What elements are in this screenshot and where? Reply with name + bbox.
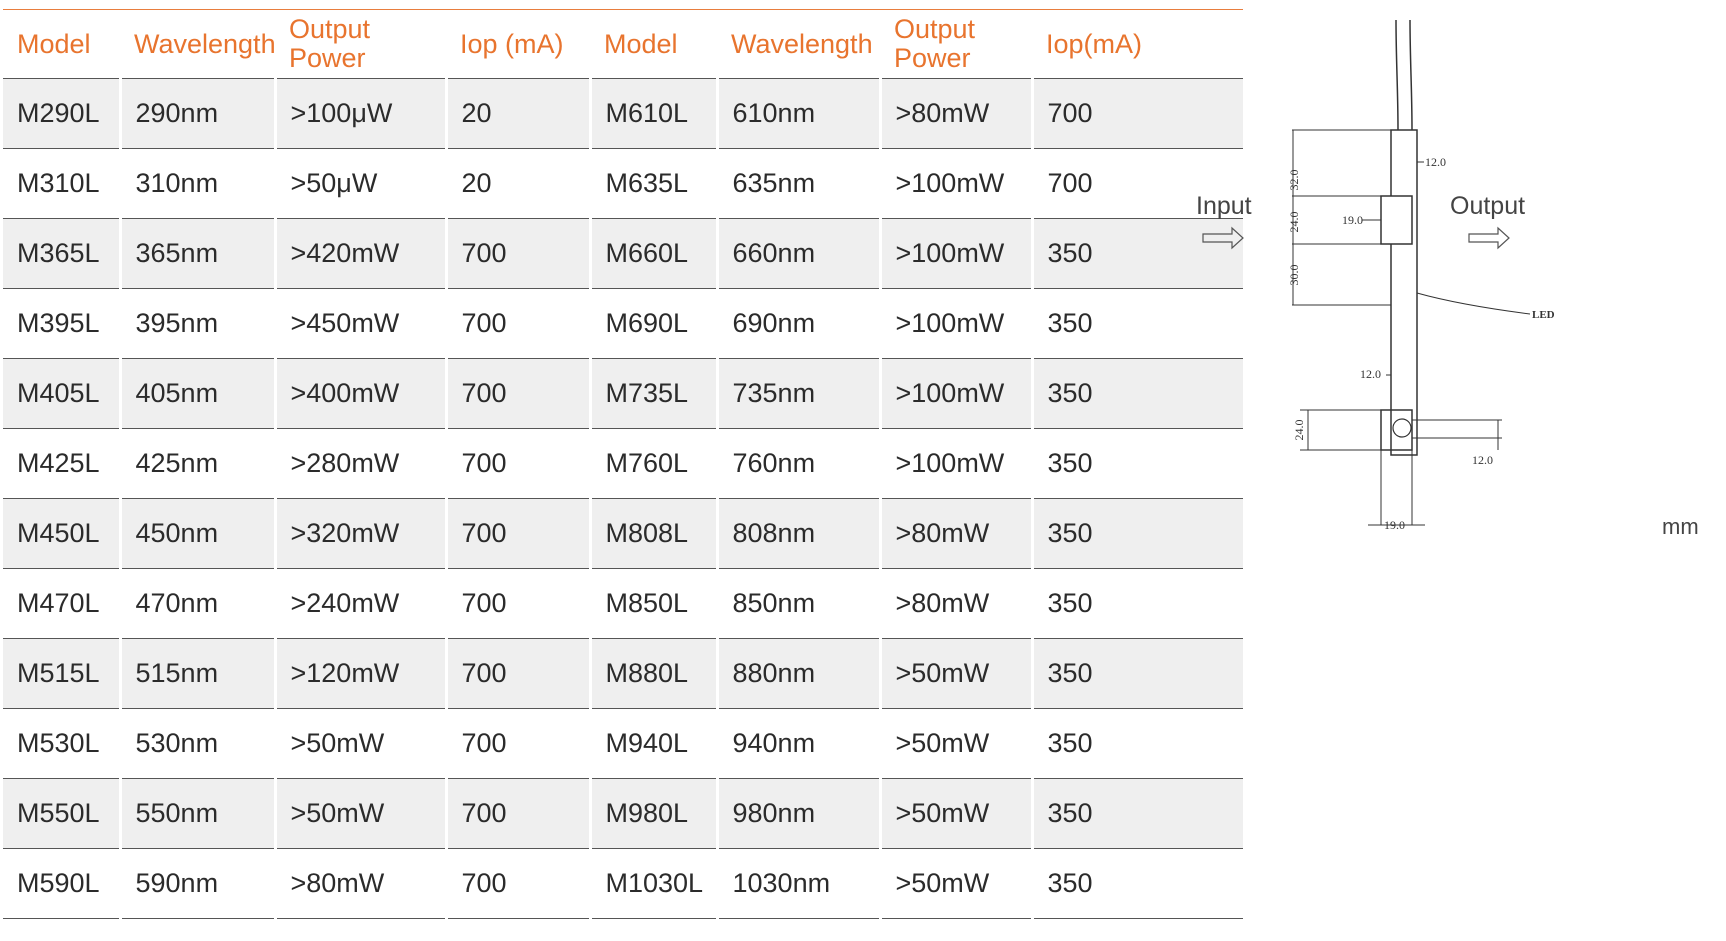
fiber-lead-line [1396,20,1398,130]
table-cell: 700 [1047,168,1093,198]
table-cell: M365L [3,219,120,289]
table-cell: M1030L [590,849,717,919]
center-block [1381,196,1412,244]
column-header: Wavelength [134,28,276,59]
led-label: LED [1532,309,1555,321]
column-header: Iop (mA) [460,28,564,59]
column-header: Wavelength [731,28,873,59]
table-row [3,149,1243,219]
table-cell: 350 [1032,779,1243,849]
table-cell: 530nm [120,709,275,779]
column-header: Iop(mA) [1046,28,1143,59]
table-cell: 310nm [120,149,275,219]
table-cell: M850L [590,569,717,639]
table-cell: >280mW [275,429,446,499]
table-cell: 700 [446,499,590,569]
table-cell: 1030nm [717,849,880,919]
dim-fiber-width-top: 12.0 [1425,155,1446,169]
table-cell: 700 [446,359,590,429]
table-cell: >50mW [275,779,446,849]
table-cell: 365nm [120,219,275,289]
dim-fiber-width-bottom: 12.0 [1360,367,1381,381]
table-cell: M515L [3,639,120,709]
table-cell: M310L [3,149,120,219]
table-cell: M530L [3,709,120,779]
table-cell: 395nm [120,289,275,359]
table-cell: 808nm [717,499,880,569]
table-cell: 700 [446,849,590,919]
table-cell: 350 [1047,448,1093,478]
end-view-block [1381,410,1412,450]
column-header: Model [17,28,91,59]
table-cell: M425L [3,429,120,499]
table-cell: >450mW [275,289,446,359]
column-header: Output Power [894,14,976,73]
table-cell: 660nm [717,219,880,289]
table-cell: 290nm [120,79,275,149]
table-row [3,849,1243,919]
table-cell: M550L [3,779,120,849]
input-label: Input [1196,192,1252,220]
table-cell: 610nm [717,79,880,149]
table-row [3,79,1243,149]
dim-bottom-section: 30.0 [1287,264,1301,286]
table-cell: 350 [1032,639,1243,709]
table-cell: 405nm [120,359,275,429]
table-row [3,219,1243,289]
output-label: Output [1450,192,1526,220]
table-cell: 515nm [120,639,275,709]
table-cell: 350 [1047,588,1093,618]
table-cell: 880nm [717,639,880,709]
column-header: Output Power [289,14,371,73]
table-body [3,79,1243,919]
table-cell: 850nm [717,569,880,639]
fiber-body [1391,130,1417,455]
table-cell: >50mW [880,849,1032,919]
table-cell: >80mW [880,79,1032,149]
column-header: Model [604,28,678,59]
table-cell: M760L [590,429,717,499]
table-cell: 700 [446,289,590,359]
dim-end-width: 19.0 [1384,518,1405,532]
table-cell: >100μW [275,79,446,149]
end-view-fiber-circle [1393,419,1411,437]
table-cell: >80mW [275,849,446,919]
table-cell: >320mW [275,499,446,569]
table-row [3,569,1243,639]
table-cell: 590nm [120,849,275,919]
table-cell: 550nm [120,779,275,849]
table-cell: >50μW [275,149,446,219]
dimension-diagram [1196,20,1720,540]
table-row [3,359,1243,429]
table-row [3,709,1243,779]
table-cell: 760nm [717,429,880,499]
table-header [3,10,1243,79]
table-cell: M395L [3,289,120,359]
table-cell: 350 [1047,868,1093,898]
dim-end-height: 24.0 [1292,419,1306,441]
table-cell: 350 [1047,728,1093,758]
table-row [3,289,1243,359]
table-cell: >50mW [880,639,1032,709]
table-cell: >80mW [880,569,1032,639]
table-cell: 470nm [120,569,275,639]
header-row [3,10,1243,79]
table-row [3,779,1243,849]
table-cell: 700 [446,429,590,499]
table-cell: >80mW [880,499,1032,569]
table-cell: M940L [590,709,717,779]
table-cell: >120mW [275,639,446,709]
table-cell: >240mW [275,569,446,639]
table-cell: 940nm [717,709,880,779]
table-cell: 635nm [717,149,880,219]
table-cell: M470L [3,569,120,639]
table-cell: 425nm [120,429,275,499]
table-cell: 20 [446,149,590,219]
table-cell: >100mW [880,359,1032,429]
dim-end-side: 12.0 [1472,453,1493,467]
table-cell: 700 [446,779,590,849]
table-cell: >400mW [275,359,446,429]
table-cell: M808L [590,499,717,569]
table-cell: 450nm [120,499,275,569]
table-cell: M450L [3,499,120,569]
table-cell: M610L [590,79,717,149]
table-cell: 350 [1032,359,1243,429]
table-cell: 735nm [717,359,880,429]
table-cell: >100mW [880,429,1032,499]
table-cell: >50mW [880,709,1032,779]
table-cell: 350 [1032,499,1243,569]
table-cell: M880L [590,639,717,709]
table-cell: 690nm [717,289,880,359]
table-cell: >50mW [880,779,1032,849]
table-cell: M690L [590,289,717,359]
output-arrow-icon [1469,228,1509,248]
table-cell: M660L [590,219,717,289]
table-cell: 20 [446,79,590,149]
unit-label: mm [1662,514,1699,539]
table-cell: 350 [1047,308,1093,338]
table-cell: >50mW [275,709,446,779]
table-cell: 700 [446,709,590,779]
table-cell: M405L [3,359,120,429]
table-cell: 700 [446,219,590,289]
table-cell: >100mW [880,219,1032,289]
table-cell: M290L [3,79,120,149]
table-cell: M635L [590,149,717,219]
dim-mid-section: 24.0 [1287,211,1301,233]
dim-top-section: 32.0 [1287,169,1301,191]
table-cell: 980nm [717,779,880,849]
led-leader-line [1417,293,1530,314]
dim-block-width: 19.0 [1342,213,1363,227]
table-cell: 350 [1032,219,1243,289]
table-row [3,639,1243,709]
table-cell: 700 [1032,79,1243,149]
table-cell: 700 [446,569,590,639]
table-cell: >100mW [880,149,1032,219]
table-row [3,429,1243,499]
specification-table [3,9,1243,919]
fiber-lead-line [1410,20,1412,130]
table-cell: M980L [590,779,717,849]
table-cell: M735L [590,359,717,429]
table-cell: M590L [3,849,120,919]
table-row [3,499,1243,569]
table-cell: >420mW [275,219,446,289]
table-cell: 700 [446,639,590,709]
table-cell: >100mW [880,289,1032,359]
